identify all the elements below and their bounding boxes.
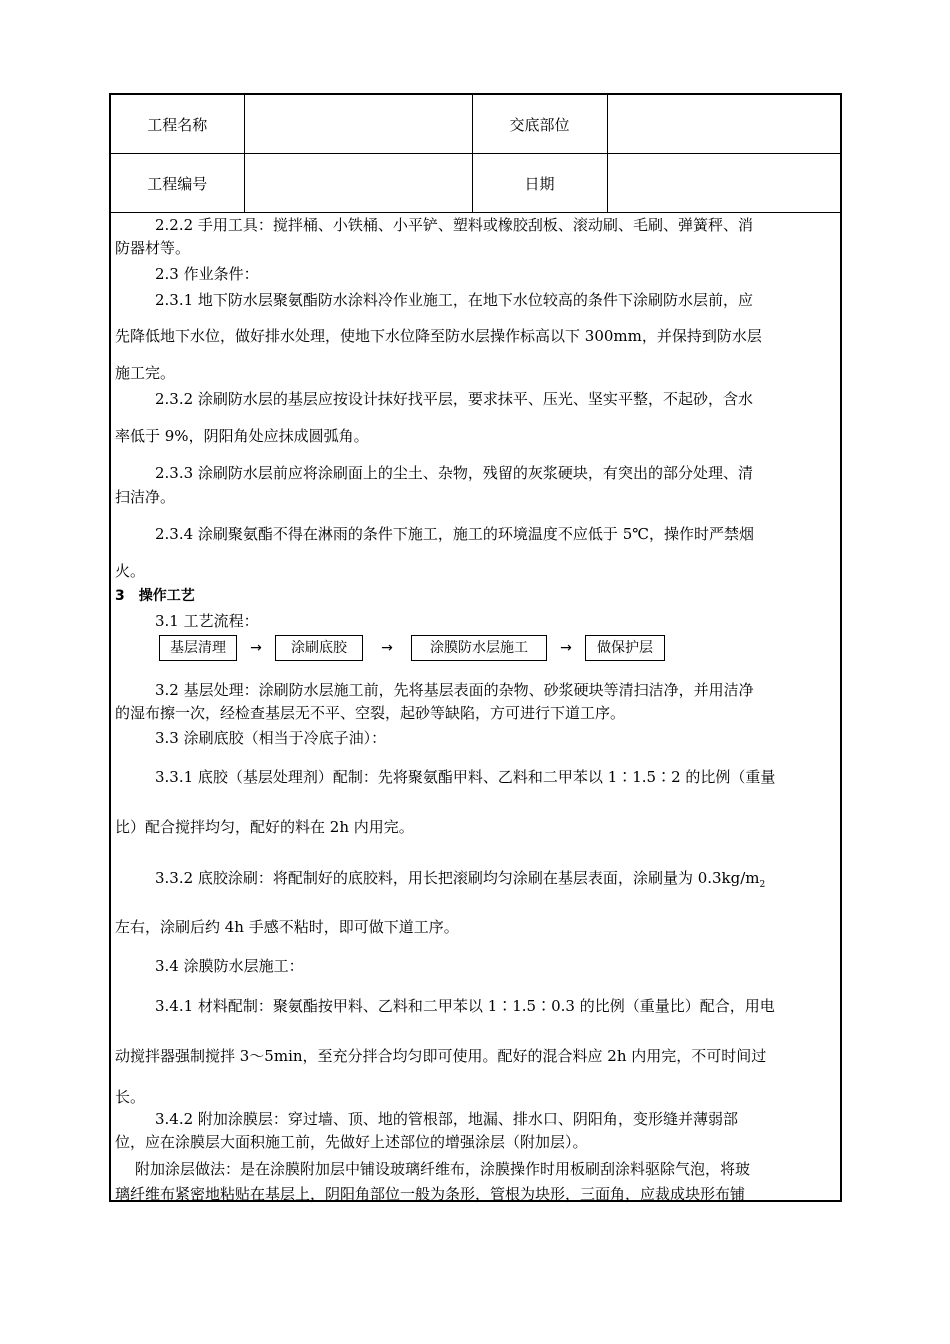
text-line: 璃纤维布紧密地粘贴在基层上，阴阳角部位一般为条形，管根为块形，三面角，应裁成块形布铺 [115,1185,746,1203]
text-line: 先降低地下水位，做好排水处理，使地下水位降至防水层操作标高以下 300mm，并保持到防水层 [115,327,762,345]
text-line: 3.2 基层处理：涂刷防水层施工前，先将基层表面的杂物、砂浆硬块等清扫洁净，并用洁净 [155,681,754,699]
flow-step-membrane: 涂膜防水层施工 [411,635,547,661]
part-label: 交底部位 [472,95,607,154]
text-line: 2.3 作业条件： [155,265,259,283]
arrow-icon: → [250,640,262,656]
text-line: 左右，涂刷后约 4h 手感不粘时，即可做下道工序。 [115,918,459,936]
text-line: 位，应在涂膜层大面积施工前，先做好上述部位的增强涂层（附加层）。 [115,1133,588,1151]
text-line: 率低于 9%，阴阳角处应抹成圆弧角。 [115,427,369,445]
date-value [607,154,840,213]
text-line: 附加涂层做法：是在涂膜附加层中铺设玻璃纤维布，涂膜操作时用板刷刮涂料驱除气泡，将玻 [135,1160,751,1178]
text-line: 2.3.4 涂刷聚氨酯不得在淋雨的条件下施工，施工的环境温度不应低于 5℃，操作时严禁烟 [155,525,755,543]
date-label: 日期 [472,154,607,213]
text-line: 施工完。 [115,364,176,382]
text-line: 3.4.1 材料配制：聚氨酯按甲料、乙料和二甲苯以 1∶1.5∶0.3 的比例（重量比）配合，用电 [155,997,775,1015]
text-line: 2.3.3 涂刷防水层前应将涂刷面上的尘土、杂物，残留的灰浆硬块，有突出的部分处理、清 [155,464,753,482]
text-line: 3.4 涂膜防水层施工： [155,957,304,975]
text-line: 防器材等。 [115,239,191,257]
text-span: 3.3.2 底胶涂刷：将配制好的底胶料，用长把滚刷均匀涂刷在基层表面，涂刷量为 0.3kg/m [155,869,760,887]
flow-step-base-clean: 基层清理 [159,635,237,661]
flow-step-primer: 涂刷底胶 [275,635,363,661]
header-row-1 [111,95,840,154]
text-line: 的湿布擦一次，经检查基层无不平、空裂，起砂等缺陷，方可进行下道工序。 [115,704,626,722]
arrow-icon: → [381,640,393,656]
process-flow [159,635,665,661]
document-frame [109,93,842,1202]
text-line: 2.3.1 地下防水层聚氨酯防水涂料冷作业施工，在地下水位较高的条件下涂刷防水层前，应 [155,291,753,309]
text-line: 3.3 涂刷底胶（相当于冷底子油）： [155,729,387,747]
section-heading: 3 操作工艺 [115,588,195,604]
project-no-label: 工程编号 [111,154,244,213]
project-name-value [244,95,472,154]
text-line: 3.3.1 底胶（基层处理剂）配制：先将聚氨酯甲料、乙料和二甲苯以 1∶1.5∶2 的比例（重量 [155,768,776,786]
header-table [111,95,840,213]
text-line [155,868,765,895]
superscript-unit: 2 [759,880,766,890]
header-row-2 [111,154,840,213]
project-name-label: 工程名称 [111,95,244,154]
flow-step-protection: 做保护层 [585,635,665,661]
text-line: 3.4.2 附加涂膜层：穿过墙、顶、地的管根部，地漏、排水口、阴阳角，变形缝并薄弱部 [155,1110,738,1128]
text-line: 火。 [115,562,146,580]
text-line: 动搅拌器强制搅拌 3～5min，至充分拌合均匀即可使用。配好的混合料应 2h 内用完，不可时间过 [115,1047,767,1065]
text-line: 2.2.2 手用工具：搅拌桶、小铁桶、小平铲、塑料或橡胶刮板、滚动刷、毛刷、弹簧秤、消 [155,216,753,234]
text-line: 3.1 工艺流程： [155,612,259,630]
part-value [607,95,840,154]
text-line: 扫洁净。 [115,488,176,506]
arrow-icon: → [560,640,572,656]
project-no-value [244,154,472,213]
text-line: 2.3.2 涂刷防水层的基层应按设计抹好找平层，要求抹平、压光、坚实平整，不起砂，含水 [155,390,753,408]
text-line: 长。 [115,1088,146,1106]
text-line: 比）配合搅拌均匀，配好的料在 2h 内用完。 [115,818,414,836]
